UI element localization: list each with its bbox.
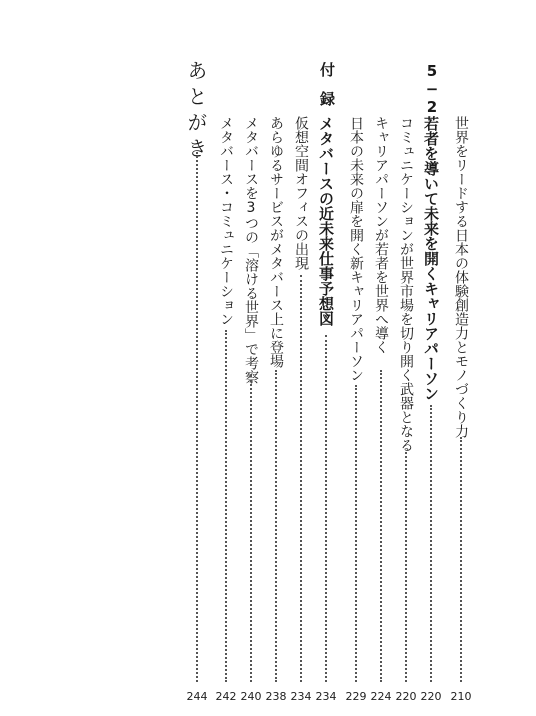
page-number: 220 [395,690,417,703]
dot-leader [460,437,462,682]
toc-entry-8[interactable] [266,0,286,716]
toc-entry-1[interactable] [451,0,471,716]
toc-entry-text: キャリアパーソンが若者を世界へ導く [373,116,389,354]
dot-leader [430,405,432,682]
toc-entry-afterword[interactable] [184,0,210,716]
toc-entry-text: 仮想空間オフィスの出現 [293,116,309,270]
toc-entry-10[interactable] [216,0,236,716]
page-number: 244 [186,690,208,703]
toc-entry-2[interactable] [421,0,441,716]
page-number: 238 [265,690,287,703]
toc-entry-7[interactable] [291,0,311,716]
afterword-heading: あとがき [184,60,208,164]
page-number: 234 [315,690,337,703]
toc-entry-4[interactable] [371,0,391,716]
dot-leader [380,370,382,682]
appendix-label: 付録 [318,62,336,120]
dot-leader [196,152,198,682]
dot-leader [300,275,302,682]
toc-entry-text: メタバースを3つの「溶ける世界」で考察 [243,116,259,384]
toc-entry-text: 世界をリードする日本の体験創造力とモノづくり力 [453,116,469,438]
page-number: 234 [290,690,312,703]
page-number: 224 [370,690,392,703]
toc-entry-6[interactable] [316,0,336,716]
dot-leader [355,385,357,682]
dot-leader [250,375,252,682]
toc-entry-text: あらゆるサービスがメタバース上に登場 [268,116,284,368]
page-number: 242 [215,690,237,703]
page-number: 229 [345,690,367,703]
toc-entry-text: コミュニケーションが世界市場を切り開く武器となる [398,116,414,452]
toc-entry-text: メタバース・コミュニケーション [218,116,234,326]
dot-leader [275,370,277,682]
toc-entry-text: メタバースの近未来仕事予想図 [317,116,335,326]
page-number: 220 [420,690,442,703]
dot-leader [325,335,327,682]
toc-entry-9[interactable] [241,0,261,716]
page-number: 240 [240,690,262,703]
toc-entry-text: 若者を導いて未来を開くキャリアパーソン [422,116,440,401]
section-label: 5−2 [423,62,441,116]
toc-entry-3[interactable] [396,0,416,716]
dot-leader [405,452,407,682]
toc-entry-5[interactable] [346,0,366,716]
page-number: 210 [450,690,472,703]
toc-entry-text: 日本の未来の扉を開く新キャリアパーソン [348,116,364,382]
dot-leader [225,330,227,682]
